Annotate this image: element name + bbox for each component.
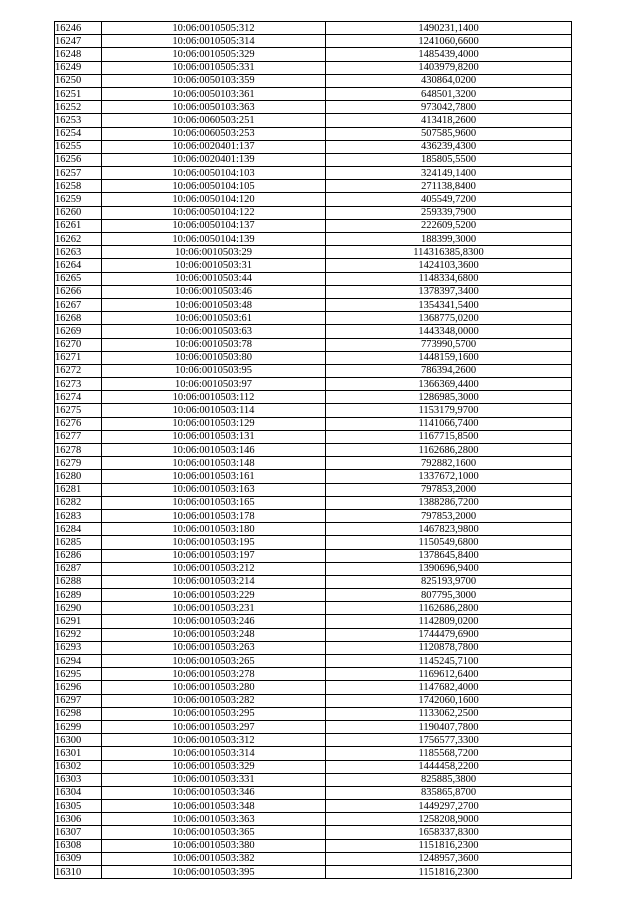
row-number-cell: 16275 (55, 404, 102, 417)
table-row (55, 707, 572, 720)
cadastral-number-cell: 10:06:0010503:331 (102, 773, 326, 786)
table-row (55, 22, 572, 35)
row-number-cell: 16251 (55, 87, 102, 100)
row-number-cell: 16246 (55, 22, 102, 35)
cadastral-value-cell: 1467823,9800 (326, 523, 572, 536)
table-row (55, 694, 572, 707)
row-number-cell: 16269 (55, 325, 102, 338)
cadastral-number-cell: 10:06:0010503:363 (102, 813, 326, 826)
row-number-cell: 16285 (55, 536, 102, 549)
table-row (55, 87, 572, 100)
table-row (55, 272, 572, 285)
table-row (55, 681, 572, 694)
row-number-cell: 16258 (55, 180, 102, 193)
cadastral-number-cell: 10:06:0010503:163 (102, 483, 326, 496)
cadastral-value-cell: 1378645,8400 (326, 549, 572, 562)
row-number-cell: 16278 (55, 444, 102, 457)
row-number-cell: 16250 (55, 74, 102, 87)
row-number-cell: 16273 (55, 378, 102, 391)
table-row (55, 74, 572, 87)
cadastral-value-cell: 1185568,7200 (326, 747, 572, 760)
table-row (55, 430, 572, 443)
cadastral-value-cell: 413418,2600 (326, 114, 572, 127)
row-number-cell: 16294 (55, 655, 102, 668)
cadastral-value-cell: 1169612,6400 (326, 668, 572, 681)
table-row (55, 826, 572, 839)
table-row (55, 800, 572, 813)
cadastral-number-cell: 10:06:0010503:246 (102, 615, 326, 628)
row-number-cell: 16270 (55, 338, 102, 351)
row-number-cell: 16286 (55, 549, 102, 562)
cadastral-value-cell: 797853,2000 (326, 509, 572, 522)
cadastral-value-cell: 324149,1400 (326, 167, 572, 180)
table-row (55, 219, 572, 232)
row-number-cell: 16295 (55, 668, 102, 681)
cadastral-number-cell: 10:06:0010503:278 (102, 668, 326, 681)
cadastral-value-cell: 1354341,5400 (326, 298, 572, 311)
table-row (55, 457, 572, 470)
row-number-cell: 16296 (55, 681, 102, 694)
table-row (55, 773, 572, 786)
cadastral-value-cell: 1742060,1600 (326, 694, 572, 707)
table-row (55, 641, 572, 654)
cadastral-number-cell: 10:06:0050103:363 (102, 101, 326, 114)
row-number-cell: 16279 (55, 457, 102, 470)
row-number-cell: 16302 (55, 760, 102, 773)
cadastral-number-cell: 10:06:0010503:112 (102, 391, 326, 404)
table-row (55, 180, 572, 193)
row-number-cell: 16291 (55, 615, 102, 628)
row-number-cell: 16287 (55, 562, 102, 575)
cadastral-number-cell: 10:06:0010503:95 (102, 364, 326, 377)
table-row (55, 839, 572, 852)
table-row (55, 417, 572, 430)
row-number-cell: 16259 (55, 193, 102, 206)
row-number-cell: 16306 (55, 813, 102, 826)
row-number-cell: 16271 (55, 351, 102, 364)
cadastral-number-cell: 10:06:0010503:46 (102, 285, 326, 298)
table-row (55, 259, 572, 272)
row-number-cell: 16253 (55, 114, 102, 127)
cadastral-number-cell: 10:06:0010503:114 (102, 404, 326, 417)
cadastral-number-cell: 10:06:0010503:395 (102, 866, 326, 879)
cadastral-value-cell: 1337672,1000 (326, 470, 572, 483)
table-row (55, 668, 572, 681)
cadastral-value-cell: 1449297,2700 (326, 800, 572, 813)
cadastral-value-cell: 1162686,2800 (326, 444, 572, 457)
cadastral-value-cell: 1744479,6900 (326, 628, 572, 641)
cadastral-number-cell: 10:06:0050104:120 (102, 193, 326, 206)
table-row (55, 285, 572, 298)
row-number-cell: 16260 (55, 206, 102, 219)
cadastral-value-cell: 1190407,7800 (326, 720, 572, 733)
cadastral-value-cell: 1141066,7400 (326, 417, 572, 430)
cadastral-value-cell: 1658337,8300 (326, 826, 572, 839)
cadastral-value-cell: 1151816,2300 (326, 866, 572, 879)
cadastral-number-cell: 10:06:0050104:105 (102, 180, 326, 193)
cadastral-value-cell: 792882,1600 (326, 457, 572, 470)
table-row (55, 536, 572, 549)
table-row (55, 167, 572, 180)
cadastral-value-cell: 507585,9600 (326, 127, 572, 140)
cadastral-number-cell: 10:06:0010503:146 (102, 444, 326, 457)
cadastral-value-cell: 1378397,3400 (326, 285, 572, 298)
cadastral-value-cell: 1167715,8500 (326, 430, 572, 443)
row-number-cell: 16300 (55, 734, 102, 747)
table-row (55, 153, 572, 166)
table-row (55, 509, 572, 522)
cadastral-number-cell: 10:06:0010505:312 (102, 22, 326, 35)
cadastral-number-cell: 10:06:0010503:214 (102, 575, 326, 588)
cadastral-value-cell: 1388286,7200 (326, 496, 572, 509)
cadastral-number-cell: 10:06:0010503:329 (102, 760, 326, 773)
row-number-cell: 16281 (55, 483, 102, 496)
cadastral-value-cell: 405549,7200 (326, 193, 572, 206)
cadastral-value-cell: 1241060,6600 (326, 35, 572, 48)
cadastral-number-cell: 10:06:0050103:359 (102, 74, 326, 87)
row-number-cell: 16292 (55, 628, 102, 641)
cadastral-value-cell: 1147682,4000 (326, 681, 572, 694)
table-row (55, 246, 572, 259)
cadastral-number-cell: 10:06:0010503:348 (102, 800, 326, 813)
cadastral-number-cell: 10:06:0010503:282 (102, 694, 326, 707)
row-number-cell: 16247 (55, 35, 102, 48)
cadastral-number-cell: 10:06:0050104:139 (102, 233, 326, 246)
table-row (55, 760, 572, 773)
row-number-cell: 16262 (55, 233, 102, 246)
row-number-cell: 16265 (55, 272, 102, 285)
table-row (55, 562, 572, 575)
table-row (55, 338, 572, 351)
cadastral-value-cell: 188399,3000 (326, 233, 572, 246)
row-number-cell: 16267 (55, 298, 102, 311)
row-number-cell: 16305 (55, 800, 102, 813)
table-row (55, 312, 572, 325)
cadastral-value-cell: 825885,3800 (326, 773, 572, 786)
cadastral-number-cell: 10:06:0060503:251 (102, 114, 326, 127)
row-number-cell: 16288 (55, 575, 102, 588)
row-number-cell: 16248 (55, 48, 102, 61)
table-row (55, 470, 572, 483)
cadastral-number-cell: 10:06:0010503:212 (102, 562, 326, 575)
row-number-cell: 16297 (55, 694, 102, 707)
cadastral-number-cell: 10:06:0010503:31 (102, 259, 326, 272)
row-number-cell: 16266 (55, 285, 102, 298)
cadastral-value-cell: 773990,5700 (326, 338, 572, 351)
cadastral-number-cell: 10:06:0050104:137 (102, 219, 326, 232)
cadastral-number-cell: 10:06:0010503:148 (102, 457, 326, 470)
cadastral-number-cell: 10:06:0010503:44 (102, 272, 326, 285)
row-number-cell: 16276 (55, 417, 102, 430)
cadastral-value-cell: 222609,5200 (326, 219, 572, 232)
row-number-cell: 16264 (55, 259, 102, 272)
row-number-cell: 16293 (55, 641, 102, 654)
table-row (55, 852, 572, 865)
table-row (55, 523, 572, 536)
cadastral-number-cell: 10:06:0010503:180 (102, 523, 326, 536)
cadastral-value-cell: 185805,5500 (326, 153, 572, 166)
table-row (55, 615, 572, 628)
cadastral-value-cell: 807795,3000 (326, 589, 572, 602)
cadastral-number-cell: 10:06:0010503:295 (102, 707, 326, 720)
row-number-cell: 16272 (55, 364, 102, 377)
table-row (55, 206, 572, 219)
cadastral-value-cell: 271138,8400 (326, 180, 572, 193)
table-row (55, 628, 572, 641)
cadastral-number-cell: 10:06:0010503:263 (102, 641, 326, 654)
table-row (55, 575, 572, 588)
cadastral-value-cell: 1368775,0200 (326, 312, 572, 325)
table-row (55, 378, 572, 391)
table-row (55, 602, 572, 615)
table-row (55, 549, 572, 562)
cadastral-number-cell: 10:06:0020401:137 (102, 140, 326, 153)
table-row (55, 720, 572, 733)
table-row (55, 391, 572, 404)
cadastral-value-cell: 1390696,9400 (326, 562, 572, 575)
row-number-cell: 16301 (55, 747, 102, 760)
cadastral-number-cell: 10:06:0010503:365 (102, 826, 326, 839)
table-row (55, 589, 572, 602)
table-row (55, 747, 572, 760)
cadastral-number-cell: 10:06:0010503:61 (102, 312, 326, 325)
row-number-cell: 16255 (55, 140, 102, 153)
cadastral-value-cell: 825193,9700 (326, 575, 572, 588)
cadastral-value-cell: 1286985,3000 (326, 391, 572, 404)
table-row (55, 127, 572, 140)
row-number-cell: 16308 (55, 839, 102, 852)
table-row (55, 444, 572, 457)
cadastral-value-cell: 1133062,2500 (326, 707, 572, 720)
cadastral-value-cell: 1258208,9000 (326, 813, 572, 826)
cadastral-value-cell: 114316385,8300 (326, 246, 572, 259)
table-row (55, 496, 572, 509)
table-row (55, 233, 572, 246)
row-number-cell: 16309 (55, 852, 102, 865)
cadastral-value-cell: 1150549,6800 (326, 536, 572, 549)
table-row (55, 114, 572, 127)
cadastral-number-cell: 10:06:0010503:178 (102, 509, 326, 522)
cadastral-number-cell: 10:06:0010503:97 (102, 378, 326, 391)
row-number-cell: 16274 (55, 391, 102, 404)
row-number-cell: 16304 (55, 786, 102, 799)
cadastral-value-cell: 1145245,7100 (326, 655, 572, 668)
row-number-cell: 16284 (55, 523, 102, 536)
cadastral-value-cell: 1490231,1400 (326, 22, 572, 35)
row-number-cell: 16252 (55, 101, 102, 114)
cadastral-number-cell: 10:06:0010503:161 (102, 470, 326, 483)
table-row (55, 193, 572, 206)
cadastral-number-cell: 10:06:0010503:280 (102, 681, 326, 694)
row-number-cell: 16282 (55, 496, 102, 509)
cadastral-number-cell: 10:06:0010503:195 (102, 536, 326, 549)
cadastral-value-cell: 973042,7800 (326, 101, 572, 114)
row-number-cell: 16299 (55, 720, 102, 733)
cadastral-number-cell: 10:06:0010503:165 (102, 496, 326, 509)
cadastral-number-cell: 10:06:0010503:197 (102, 549, 326, 562)
cadastral-number-cell: 10:06:0010503:265 (102, 655, 326, 668)
cadastral-value-cell: 436239,4300 (326, 140, 572, 153)
cadastral-number-cell: 10:06:0010505:331 (102, 61, 326, 74)
cadastral-number-cell: 10:06:0010505:314 (102, 35, 326, 48)
row-number-cell: 16303 (55, 773, 102, 786)
table-row (55, 734, 572, 747)
cadastral-number-cell: 10:06:0050104:103 (102, 167, 326, 180)
cadastral-number-cell: 10:06:0010503:382 (102, 852, 326, 865)
table-row (55, 404, 572, 417)
cadastral-number-cell: 10:06:0010503:248 (102, 628, 326, 641)
cadastral-value-cell: 1248957,3600 (326, 852, 572, 865)
cadastral-number-cell: 10:06:0020401:139 (102, 153, 326, 166)
row-number-cell: 16261 (55, 219, 102, 232)
cadastral-number-cell: 10:06:0010503:63 (102, 325, 326, 338)
cadastral-number-cell: 10:06:0010503:129 (102, 417, 326, 430)
table-row (55, 364, 572, 377)
row-number-cell: 16289 (55, 589, 102, 602)
cadastral-value-cell: 1443348,0000 (326, 325, 572, 338)
row-number-cell: 16307 (55, 826, 102, 839)
table-row (55, 140, 572, 153)
row-number-cell: 16256 (55, 153, 102, 166)
row-number-cell: 16254 (55, 127, 102, 140)
row-number-cell: 16268 (55, 312, 102, 325)
table-row (55, 101, 572, 114)
cadastral-number-cell: 10:06:0010503:312 (102, 734, 326, 747)
table-row (55, 483, 572, 496)
cadastral-value-cell: 1485439,4000 (326, 48, 572, 61)
row-number-cell: 16249 (55, 61, 102, 74)
table-row (55, 48, 572, 61)
row-number-cell: 16263 (55, 246, 102, 259)
row-number-cell: 16283 (55, 509, 102, 522)
table-body (55, 22, 572, 879)
cadastral-value-cell: 1403979,8200 (326, 61, 572, 74)
cadastral-value-cell: 1444458,2200 (326, 760, 572, 773)
cadastral-value-cell: 1151816,2300 (326, 839, 572, 852)
table-row (55, 813, 572, 826)
row-number-cell: 16277 (55, 430, 102, 443)
row-number-cell: 16310 (55, 866, 102, 879)
cadastral-value-cell: 835865,8700 (326, 786, 572, 799)
cadastral-number-cell: 10:06:0010503:131 (102, 430, 326, 443)
table-row (55, 298, 572, 311)
cadastral-value-cell: 1366369,4400 (326, 378, 572, 391)
cadastral-value-cell: 1424103,3600 (326, 259, 572, 272)
cadastral-number-cell: 10:06:0010503:314 (102, 747, 326, 760)
cadastral-value-cell: 786394,2600 (326, 364, 572, 377)
cadastral-value-cell: 1153179,9700 (326, 404, 572, 417)
cadastral-value-cell: 1148334,6800 (326, 272, 572, 285)
cadastral-number-cell: 10:06:0010503:78 (102, 338, 326, 351)
cadastral-number-cell: 10:06:0010503:29 (102, 246, 326, 259)
cadastral-number-cell: 10:06:0010503:231 (102, 602, 326, 615)
cadastral-number-cell: 10:06:0010503:380 (102, 839, 326, 852)
cadastral-number-cell: 10:06:0010503:80 (102, 351, 326, 364)
table-row (55, 655, 572, 668)
cadastral-number-cell: 10:06:0050103:361 (102, 87, 326, 100)
cadastral-value-cell: 430864,0200 (326, 74, 572, 87)
cadastral-value-cell: 1142809,0200 (326, 615, 572, 628)
table-row (55, 35, 572, 48)
table-row (55, 866, 572, 879)
table-row (55, 351, 572, 364)
cadastral-value-cell: 797853,2000 (326, 483, 572, 496)
cadastral-number-cell: 10:06:0010503:229 (102, 589, 326, 602)
cadastral-number-cell: 10:06:0010503:48 (102, 298, 326, 311)
cadastral-number-cell: 10:06:0050104:122 (102, 206, 326, 219)
cadastral-value-cell: 1756577,3300 (326, 734, 572, 747)
table-row (55, 325, 572, 338)
cadastral-value-cell: 1120878,7800 (326, 641, 572, 654)
cadastral-number-cell: 10:06:0010505:329 (102, 48, 326, 61)
cadastral-value-cell: 648501,3200 (326, 87, 572, 100)
row-number-cell: 16298 (55, 707, 102, 720)
cadastral-value-table (54, 21, 572, 879)
table-row (55, 61, 572, 74)
cadastral-value-cell: 1162686,2800 (326, 602, 572, 615)
row-number-cell: 16290 (55, 602, 102, 615)
row-number-cell: 16257 (55, 167, 102, 180)
row-number-cell: 16280 (55, 470, 102, 483)
cadastral-number-cell: 10:06:0060503:253 (102, 127, 326, 140)
table-row (55, 786, 572, 799)
cadastral-value-cell: 259339,7900 (326, 206, 572, 219)
cadastral-number-cell: 10:06:0010503:297 (102, 720, 326, 733)
cadastral-number-cell: 10:06:0010503:346 (102, 786, 326, 799)
cadastral-value-cell: 1448159,1600 (326, 351, 572, 364)
